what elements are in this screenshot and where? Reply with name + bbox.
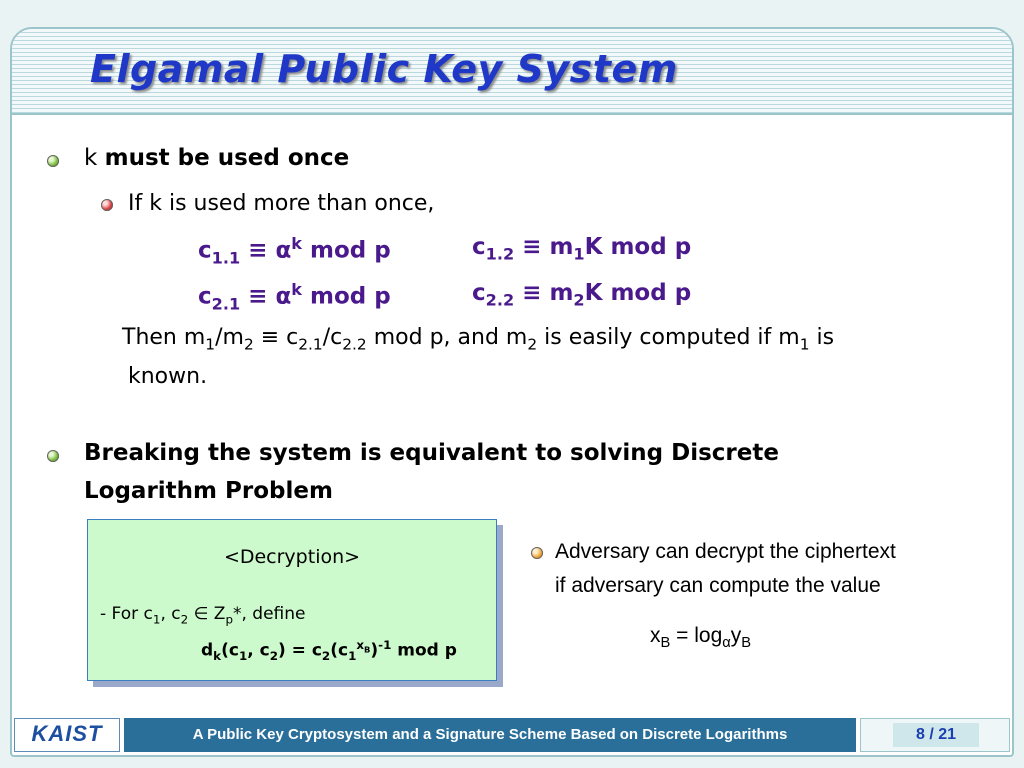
sub-bullet-if-k-used: If k is used more than once, <box>128 191 435 216</box>
log-formula: $x_B = \log_\alpha y_B$ <box>650 624 752 652</box>
page-number-box <box>860 718 1010 752</box>
bullet-green-icon <box>47 155 59 167</box>
slide-title: Elgamal Public Key System <box>90 47 678 91</box>
bullet-breaking-system-line2: Logarithm Problem <box>84 478 333 504</box>
bullet-k-must-be-used-once <box>84 145 349 171</box>
decryption-heading: <Decryption> <box>223 546 361 568</box>
bullet-green-icon <box>47 450 59 462</box>
adversary-line2: if adversary can compute the value <box>555 574 881 597</box>
then-statement-line2: known. <box>128 364 208 389</box>
equation-c11: $c_{1.1} \equiv \alpha^k$ mod p <box>198 234 391 268</box>
bullet-orange-icon <box>531 547 543 559</box>
bullet1-text: must be used once <box>104 145 350 171</box>
then-statement: Then $m_1/m_2 \equiv c_{2.1}/c_{2.2}$ mod p, and $m_2$ is easily computed if $m_1$ is <box>122 325 835 354</box>
bullet-red-icon <box>101 199 113 211</box>
decryption-formula: $d_k(c_1$, $c_2) = c_2(c_1^{x_B})^{-1}$ mod p <box>201 638 457 664</box>
equation-c21: $c_{2.1} \equiv \alpha^k$ mod p <box>198 280 391 314</box>
footer-caption: A Public Key Cryptosystem and a Signature Scheme Based on Discrete Logarithms <box>124 718 856 752</box>
adversary-line1: Adversary can decrypt the ciphertext <box>555 540 896 563</box>
kaist-logo: KAIST <box>14 718 120 752</box>
equation-c22: $c_{2.2} \equiv m_2K$ mod p <box>472 280 692 310</box>
page-number: 8 / 21 <box>893 723 979 747</box>
equation-c12: $c_{1.2} \equiv m_1K$ mod p <box>472 234 692 264</box>
bullet1-var: k <box>84 145 98 171</box>
bullet-breaking-system-line1: Breaking the system is equivalent to solving Discrete <box>84 440 779 466</box>
decryption-line1: - For $c_1$, $c_2$ ∈ $Z_p*$, define <box>100 604 306 627</box>
